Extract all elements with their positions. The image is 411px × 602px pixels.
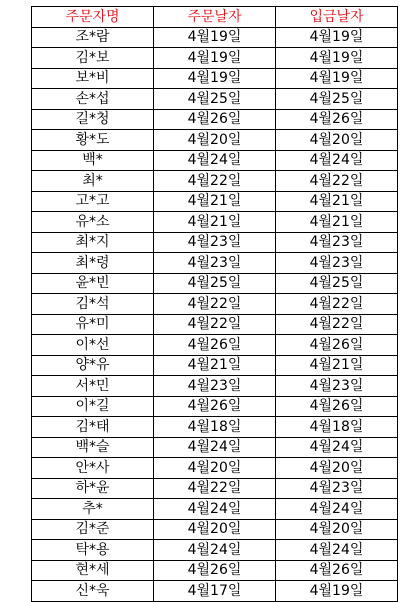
cell-orderer-name: 현*세 xyxy=(32,560,154,581)
table-row xyxy=(32,437,398,458)
cell-orderer-name: 김*보 xyxy=(32,48,154,69)
cell-orderer-name: 양*유 xyxy=(32,355,154,376)
cell-order-date: 4월25일 xyxy=(154,273,276,294)
table-header xyxy=(32,7,398,28)
table-row xyxy=(32,519,398,540)
cell-order-date: 4월20일 xyxy=(154,519,276,540)
cell-payment-date: 4월18일 xyxy=(276,417,398,438)
cell-orderer-name: 서*민 xyxy=(32,376,154,397)
cell-payment-date: 4월24일 xyxy=(276,540,398,561)
cell-payment-date: 4월25일 xyxy=(276,89,398,110)
table-row xyxy=(32,191,398,212)
cell-orderer-name: 고*고 xyxy=(32,191,154,212)
cell-orderer-name: 하*윤 xyxy=(32,478,154,499)
table-row xyxy=(32,376,398,397)
cell-orderer-name: 보*비 xyxy=(32,68,154,89)
cell-payment-date: 4월19일 xyxy=(276,27,398,48)
cell-order-date: 4월21일 xyxy=(154,191,276,212)
cell-payment-date: 4월23일 xyxy=(276,478,398,499)
cell-payment-date: 4월22일 xyxy=(276,171,398,192)
cell-order-date: 4월20일 xyxy=(154,458,276,479)
cell-order-date: 4월21일 xyxy=(154,355,276,376)
cell-order-date: 4월19일 xyxy=(154,27,276,48)
cell-orderer-name: 김*준 xyxy=(32,519,154,540)
cell-payment-date: 4월24일 xyxy=(276,437,398,458)
cell-orderer-name: 최*령 xyxy=(32,253,154,274)
table-row xyxy=(32,335,398,356)
table-row xyxy=(32,478,398,499)
order-payment-sheet xyxy=(31,6,397,602)
cell-order-date: 4월22일 xyxy=(154,478,276,499)
cell-payment-date: 4월21일 xyxy=(276,355,398,376)
table-row xyxy=(32,540,398,561)
header-orderer-name: 주문자명 xyxy=(32,7,154,28)
cell-orderer-name: 최*지 xyxy=(32,232,154,253)
table-row xyxy=(32,355,398,376)
cell-order-date: 4월18일 xyxy=(154,417,276,438)
table-row xyxy=(32,68,398,89)
cell-payment-date: 4월20일 xyxy=(276,519,398,540)
cell-order-date: 4월23일 xyxy=(154,232,276,253)
header-row xyxy=(32,7,398,28)
table-row xyxy=(32,150,398,171)
cell-payment-date: 4월24일 xyxy=(276,150,398,171)
table-row xyxy=(32,499,398,520)
cell-payment-date: 4월19일 xyxy=(276,48,398,69)
cell-orderer-name: 추* xyxy=(32,499,154,520)
cell-order-date: 4월22일 xyxy=(154,314,276,335)
cell-order-date: 4월23일 xyxy=(154,376,276,397)
table-row xyxy=(32,130,398,151)
cell-payment-date: 4월22일 xyxy=(276,294,398,315)
cell-orderer-name: 조*람 xyxy=(32,27,154,48)
table-row xyxy=(32,48,398,69)
cell-order-date: 4월24일 xyxy=(154,499,276,520)
cell-payment-date: 4월23일 xyxy=(276,253,398,274)
table-row xyxy=(32,417,398,438)
cell-payment-date: 4월21일 xyxy=(276,212,398,233)
table-row xyxy=(32,89,398,110)
cell-order-date: 4월23일 xyxy=(154,253,276,274)
cell-payment-date: 4월26일 xyxy=(276,109,398,130)
table-row xyxy=(32,581,398,602)
cell-order-date: 4월24일 xyxy=(154,437,276,458)
cell-payment-date: 4월24일 xyxy=(276,499,398,520)
cell-orderer-name: 유*소 xyxy=(32,212,154,233)
table-row xyxy=(32,314,398,335)
cell-order-date: 4월26일 xyxy=(154,396,276,417)
cell-orderer-name: 안*사 xyxy=(32,458,154,479)
table-row xyxy=(32,27,398,48)
cell-orderer-name: 최* xyxy=(32,171,154,192)
cell-orderer-name: 이*선 xyxy=(32,335,154,356)
table-row xyxy=(32,212,398,233)
table-row xyxy=(32,294,398,315)
cell-payment-date: 4월22일 xyxy=(276,314,398,335)
cell-orderer-name: 손*섭 xyxy=(32,89,154,110)
cell-order-date: 4월26일 xyxy=(154,560,276,581)
cell-payment-date: 4월26일 xyxy=(276,560,398,581)
table-row xyxy=(32,232,398,253)
cell-orderer-name: 백*슬 xyxy=(32,437,154,458)
cell-orderer-name: 탁*용 xyxy=(32,540,154,561)
cell-orderer-name: 윤*빈 xyxy=(32,273,154,294)
header-order-date: 주문날자 xyxy=(154,7,276,28)
cell-orderer-name: 길*청 xyxy=(32,109,154,130)
cell-order-date: 4월26일 xyxy=(154,109,276,130)
cell-payment-date: 4월21일 xyxy=(276,191,398,212)
cell-orderer-name: 백* xyxy=(32,150,154,171)
header-payment-date: 입금날자 xyxy=(276,7,398,28)
cell-order-date: 4월26일 xyxy=(154,335,276,356)
table-row xyxy=(32,273,398,294)
cell-payment-date: 4월25일 xyxy=(276,273,398,294)
cell-order-date: 4월21일 xyxy=(154,212,276,233)
cell-payment-date: 4월23일 xyxy=(276,232,398,253)
cell-order-date: 4월22일 xyxy=(154,294,276,315)
table-body xyxy=(32,27,398,601)
cell-orderer-name: 황*도 xyxy=(32,130,154,151)
table-row xyxy=(32,109,398,130)
cell-order-date: 4월20일 xyxy=(154,130,276,151)
cell-payment-date: 4월20일 xyxy=(276,458,398,479)
table-row xyxy=(32,171,398,192)
cell-order-date: 4월19일 xyxy=(154,48,276,69)
cell-orderer-name: 이*길 xyxy=(32,396,154,417)
cell-payment-date: 4월23일 xyxy=(276,376,398,397)
cell-payment-date: 4월26일 xyxy=(276,335,398,356)
cell-order-date: 4월19일 xyxy=(154,68,276,89)
cell-payment-date: 4월19일 xyxy=(276,581,398,602)
cell-order-date: 4월25일 xyxy=(154,89,276,110)
cell-orderer-name: 유*미 xyxy=(32,314,154,335)
cell-payment-date: 4월26일 xyxy=(276,396,398,417)
table-row xyxy=(32,458,398,479)
cell-orderer-name: 신*욱 xyxy=(32,581,154,602)
cell-payment-date: 4월20일 xyxy=(276,130,398,151)
table-row xyxy=(32,396,398,417)
cell-order-date: 4월22일 xyxy=(154,171,276,192)
cell-order-date: 4월24일 xyxy=(154,540,276,561)
cell-order-date: 4월24일 xyxy=(154,150,276,171)
table-row xyxy=(32,253,398,274)
cell-orderer-name: 김*태 xyxy=(32,417,154,438)
cell-payment-date: 4월19일 xyxy=(276,68,398,89)
table-row xyxy=(32,560,398,581)
cell-orderer-name: 김*석 xyxy=(32,294,154,315)
order-payment-table xyxy=(31,6,398,602)
cell-order-date: 4월17일 xyxy=(154,581,276,602)
